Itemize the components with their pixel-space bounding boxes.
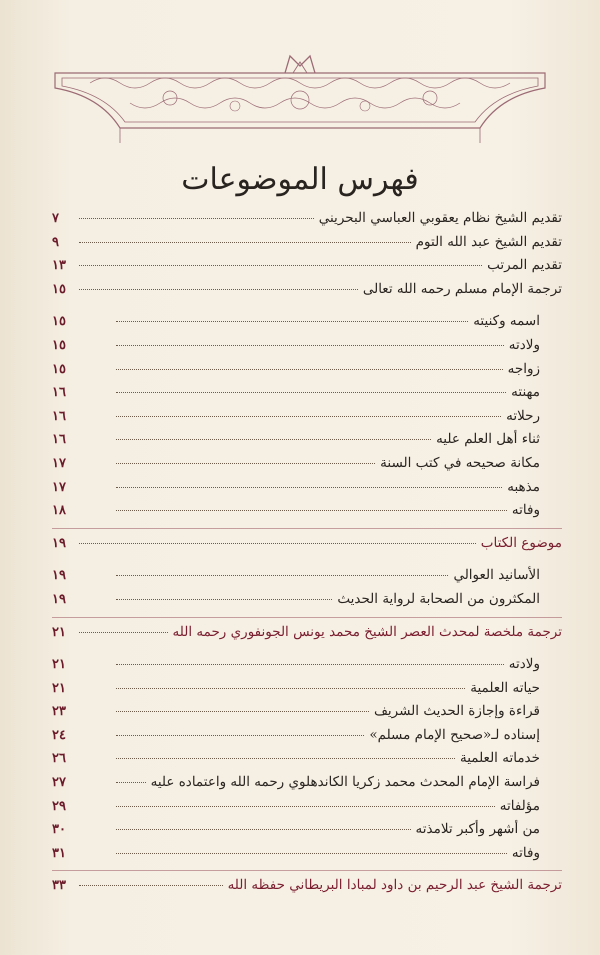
toc-entry-page-number: ١٧ <box>52 479 66 495</box>
toc-entry-title: تقديم المرتب <box>487 257 562 274</box>
section-divider <box>52 617 562 618</box>
toc-entry-page-number: ٢٩ <box>52 798 66 814</box>
toc-entry-page-number: ٢٣ <box>52 704 66 720</box>
dot-leader <box>116 735 364 736</box>
toc-entry[interactable] <box>52 408 562 432</box>
toc-entry-title: مؤلفاته <box>499 797 540 814</box>
toc-entry[interactable] <box>52 798 562 822</box>
toc-entry-page-number: ١٨ <box>52 503 66 519</box>
toc-entry-title: وفاته <box>511 844 540 861</box>
toc-entry-title: وفاته <box>511 502 540 519</box>
toc-entry-page-number: ٢٦ <box>52 751 66 767</box>
toc-entry-page-number: ١٦ <box>52 432 66 448</box>
table-of-contents <box>52 210 562 901</box>
toc-entry-title: مهنته <box>511 384 540 401</box>
toc-entry-title: إسناده لـ«صحيح الإمام مسلم» <box>369 726 540 743</box>
toc-entry[interactable] <box>52 774 562 798</box>
toc-entry-page-number: ٣٠ <box>52 822 66 838</box>
dot-leader <box>116 345 504 346</box>
toc-entry-title: مذهبه <box>507 478 540 495</box>
toc-entry-page-number: ٣١ <box>52 845 66 861</box>
section-divider <box>52 528 562 529</box>
toc-entry-title: فراسة الإمام المحدث محمد زكريا الكاندهلوي رحمه الله واعتماده عليه <box>150 774 540 791</box>
toc-entry-title: رحلاته <box>506 407 540 424</box>
toc-entry-title: تقديم الشيخ نظام يعقوبي العباسي البحريني <box>318 210 562 226</box>
toc-entry[interactable] <box>52 703 562 727</box>
dot-leader <box>116 416 501 417</box>
dot-leader <box>116 510 507 511</box>
toc-entry-page-number: ٢٧ <box>52 775 66 791</box>
toc-entry-page-number: ١٧ <box>52 455 66 471</box>
toc-entry[interactable] <box>52 680 562 704</box>
toc-entry[interactable] <box>52 502 562 526</box>
spacer <box>52 304 562 313</box>
toc-entry-page-number: ١٦ <box>52 408 66 424</box>
section-divider <box>52 870 562 871</box>
toc-entry[interactable] <box>52 455 562 479</box>
dot-leader <box>116 439 431 440</box>
toc-entry-page-number: ٢١ <box>52 624 66 640</box>
toc-entry-page-number: ١٩ <box>52 568 66 584</box>
dot-leader <box>79 218 314 219</box>
toc-entry[interactable] <box>52 750 562 774</box>
toc-entry[interactable] <box>52 567 562 591</box>
toc-entry-title: مكانة صحيحه في كتب السنة <box>380 454 540 471</box>
toc-entry-title: ترجمة الإمام مسلم رحمه الله تعالى <box>362 280 562 297</box>
spacer <box>52 647 562 656</box>
toc-entry[interactable] <box>52 624 562 648</box>
toc-entry-page-number: ٧ <box>52 211 59 226</box>
toc-entry[interactable] <box>52 845 562 869</box>
toc-entry-title: زواجه <box>507 360 540 377</box>
toc-entry-title: ثناء أهل العلم عليه <box>436 431 540 448</box>
dot-leader <box>116 369 503 370</box>
spacer <box>52 558 562 567</box>
toc-entry-page-number: ٢١ <box>52 657 66 673</box>
toc-entry-title: قراءة وإجازة الحديث الشريف <box>373 703 540 720</box>
toc-entry[interactable] <box>52 535 562 559</box>
toc-entry-title: من أشهر وأكبر تلامذته <box>415 821 540 838</box>
toc-entry-title: الأسانيد العوالي <box>453 567 540 584</box>
dot-leader <box>79 543 476 544</box>
toc-entry[interactable] <box>52 821 562 845</box>
toc-entry-title: ولادته <box>508 656 540 673</box>
dot-leader <box>79 289 358 290</box>
toc-entry[interactable] <box>52 656 562 680</box>
dot-leader <box>116 806 495 807</box>
toc-entry[interactable] <box>52 210 562 234</box>
toc-entry-page-number: ٣٣ <box>52 878 66 894</box>
toc-entry-title: موضوع الكتاب <box>480 534 562 551</box>
dot-leader <box>116 853 507 854</box>
toc-entry[interactable] <box>52 234 562 258</box>
dot-leader <box>116 711 369 712</box>
dot-leader <box>79 885 223 886</box>
dot-leader <box>116 664 504 665</box>
page-title: فهرس الموضوعات <box>181 162 419 197</box>
toc-entry[interactable] <box>52 479 562 503</box>
toc-entry[interactable] <box>52 361 562 385</box>
toc-entry-page-number: ٩ <box>52 234 59 250</box>
toc-entry-title: حياته العلمية <box>470 679 540 696</box>
toc-entry-title: تقديم الشيخ عبد الله التوم <box>415 233 562 250</box>
toc-entry-page-number: ١٥ <box>52 337 66 353</box>
toc-entry[interactable] <box>52 591 562 615</box>
toc-entry[interactable] <box>52 313 562 337</box>
toc-entry-page-number: ١٩ <box>52 591 66 607</box>
toc-entry[interactable] <box>52 337 562 361</box>
dot-leader <box>116 782 146 783</box>
dot-leader <box>116 599 332 600</box>
toc-entry-page-number: ١٩ <box>52 535 66 551</box>
toc-entry[interactable] <box>52 384 562 408</box>
toc-entry[interactable] <box>52 431 562 455</box>
dot-leader <box>79 242 411 243</box>
toc-entry[interactable] <box>52 257 562 281</box>
dot-leader <box>116 688 465 689</box>
dot-leader <box>116 321 468 322</box>
dot-leader <box>116 575 448 576</box>
toc-entry-title: اسمه وكنيته <box>473 313 540 330</box>
decorative-header-ornament <box>50 48 550 148</box>
toc-entry-title: المكثرون من الصحابة لرواية الحديث <box>337 590 540 607</box>
toc-entry[interactable] <box>52 877 562 901</box>
toc-entry-page-number: ١٥ <box>52 281 66 297</box>
toc-entry[interactable] <box>52 727 562 751</box>
toc-entry-title: خدماته العلمية <box>459 750 540 767</box>
toc-entry-page-number: ٢٤ <box>52 727 66 743</box>
dot-leader <box>116 758 455 759</box>
toc-entry-page-number: ١٦ <box>52 385 66 401</box>
toc-entry-page-number: ١٣ <box>52 258 66 274</box>
toc-entry-title: ترجمة الشيخ عبد الرحيم بن داود لمبادا البريطاني حفظه الله <box>227 877 562 894</box>
toc-entry-page-number: ١٥ <box>52 361 66 377</box>
toc-entry-title: ترجمة ملخصة لمحدث العصر الشيخ محمد يونس الجونفوري رحمه الله <box>172 623 562 640</box>
dot-leader <box>79 265 482 266</box>
toc-entry-title: ولادته <box>508 336 540 353</box>
dot-leader <box>116 392 506 393</box>
dot-leader <box>116 463 375 464</box>
toc-entry-page-number: ٢١ <box>52 680 66 696</box>
toc-entry-page-number: ١٥ <box>52 314 66 330</box>
dot-leader <box>116 487 502 488</box>
dot-leader <box>79 632 168 633</box>
toc-entry[interactable] <box>52 281 562 305</box>
dot-leader <box>116 829 411 830</box>
